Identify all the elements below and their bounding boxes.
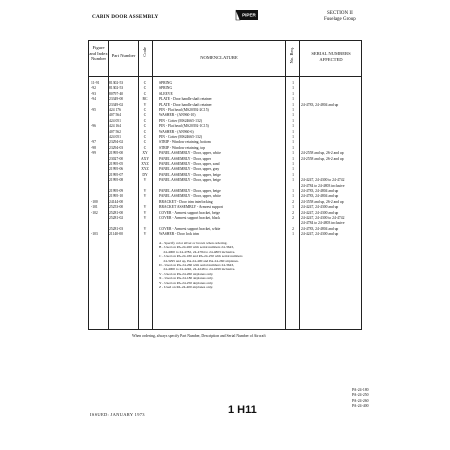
table-row: [89, 81, 361, 86]
note-line: 24-4000 to 24-4246, 24-4248 to 24-4299 inclusive.: [159, 267, 236, 272]
table-row: [89, 86, 361, 91]
model-item: PA-24-250: [352, 393, 369, 398]
cell-number-required: 1: [292, 97, 294, 102]
cell-nomenclature: PIN - Cotter (MS24665-132): [159, 135, 202, 139]
table-row: [89, 146, 361, 151]
cell-serial-numbers: 24-2558 and up, 26-2 and up: [301, 156, 344, 161]
cell-figure-index: -95: [91, 108, 96, 112]
cell-serial-numbers: 24-4247, 24-4300 to 24-4742: [301, 216, 345, 220]
table-row: [89, 216, 361, 221]
cell-nomenclature: PANEL ASSEMBLY - Door, upper, sand: [159, 162, 220, 166]
table-row: [89, 194, 361, 199]
group-label: Fuselage Group: [324, 17, 356, 22]
note-line: B - Used on PA-24-260 with serial numbers 24-3643,: [159, 245, 234, 250]
cell-serial-numbers: 24-4783, 24-4804 and up: [301, 194, 339, 199]
section-label: SECTION II: [327, 11, 353, 16]
model-item: PA-24-180: [352, 388, 369, 392]
cell-nomenclature: PANEL ASSEMBLY - Door, upper, beige: [159, 178, 221, 183]
table-row: [89, 189, 361, 194]
code-notes: [159, 241, 242, 289]
table-row: [89, 108, 361, 113]
cell-number-required: 1: [292, 145, 294, 150]
cell-serial-numbers: 24-2558 and up, 26-2 and up: [301, 151, 344, 156]
note-line: V - Used on PA-24-260 airplanes only.: [159, 271, 214, 276]
table-row: [89, 92, 361, 97]
cell-nomenclature: SPRING: [159, 81, 173, 85]
cell-part-number: 80797-40: [109, 91, 124, 96]
cell-part-number: 21995-07: [109, 172, 124, 177]
cell-number-required: 1: [292, 124, 294, 129]
cell-nomenclature: PANEL ASSEMBLY - Door, upper, white: [159, 151, 221, 156]
cell-code: C: [143, 145, 147, 150]
note-line: Y - Used on PA-24-250 airplanes only.: [159, 280, 214, 285]
cell-part-number: 25281-02: [109, 216, 124, 220]
cell-part-number: 407 564: [109, 113, 121, 118]
cell-figure-index: -98: [91, 145, 96, 150]
cell-part-number: 24144-00: [109, 199, 124, 204]
col-header-part-number: Part Number: [111, 53, 136, 58]
cell-part-number: 23349-02: [109, 102, 124, 107]
cell-code: C: [143, 129, 147, 134]
cell-nomenclature: PLATE - Door handle shaft retainer: [159, 102, 212, 107]
cell-code: V: [143, 216, 147, 220]
cell-number-required: 1: [292, 205, 294, 210]
cell-number-required: 1: [292, 102, 294, 107]
cell-code: DY: [142, 172, 148, 177]
cell-serial-numbers: 24-3558 and up, 26-2 and up: [301, 199, 344, 204]
model-item: PA-24-260: [352, 398, 369, 403]
col-header-nomenclature: NOMENCLATURE: [200, 55, 238, 60]
cell-figure-index: -100: [91, 199, 98, 204]
table-row: [89, 130, 361, 135]
col-header-code: Code: [142, 47, 147, 57]
cell-nomenclature: WASHER - (AN960-10): [159, 113, 196, 118]
table-row: [89, 157, 361, 162]
cell-number-required: 2: [292, 216, 294, 220]
table-row: [89, 184, 361, 189]
cell-number-required: 1: [292, 194, 294, 199]
cell-serial-numbers: 24-4247, 24-4300 to 24-4742: [301, 178, 345, 183]
cell-nomenclature: COVER - Armrest support bracket, beige: [159, 210, 221, 215]
cell-figure-index: -103: [91, 232, 98, 237]
note-line: C - Used on PA-24-180 and PA-24-250 with serial numbers: [159, 254, 243, 259]
cell-number-required: 1: [292, 178, 294, 183]
page-header-title: CABIN DOOR ASSEMBLY: [92, 14, 159, 20]
cell-figure-index: -102: [91, 210, 98, 215]
table-row: [89, 178, 361, 183]
table-row: [89, 151, 361, 156]
cell-code: V: [143, 205, 147, 210]
cell-number-required: 1: [292, 86, 294, 91]
cell-code: V: [143, 189, 147, 193]
cell-number-required: 1: [292, 118, 294, 123]
cell-part-number: 424 051: [109, 135, 121, 139]
cell-code: V: [143, 226, 147, 231]
cell-serial-numbers: 24-4784 to 24-4803 inclusive: [301, 183, 345, 188]
cell-part-number: 21995-08: [109, 178, 124, 183]
cell-code: C: [143, 108, 147, 112]
cell-code: V: [143, 102, 147, 107]
cell-nomenclature: SPRING: [159, 86, 173, 91]
cell-number-required: 1: [292, 135, 294, 139]
parts-table: [88, 40, 362, 330]
cell-nomenclature: STRIP - Window retaining, top: [159, 145, 206, 150]
cell-serial-numbers: 24-4783, 24-4804 and up: [301, 226, 339, 231]
cell-figure-index: -92: [91, 86, 96, 91]
table-row: [89, 103, 361, 108]
cell-nomenclature: PANEL ASSEMBLY - Door, upper, beige: [159, 172, 221, 177]
cell-nomenclature: BRACKET - Door trim interlocking: [159, 199, 213, 204]
col-header-figure: Figure and Index Number: [89, 45, 108, 62]
cell-nomenclature: WASHER - Door lock trim: [159, 232, 200, 237]
cell-part-number: 23294-02: [109, 140, 124, 145]
cell-code: C: [143, 113, 147, 118]
cell-code: C: [143, 91, 147, 96]
cell-number-required: 1: [292, 140, 294, 145]
logo-text: PIPER: [242, 12, 256, 18]
table-row: [89, 221, 361, 226]
cell-nomenclature: SLEEVE: [159, 91, 173, 96]
model-item: PA-24-400: [352, 404, 369, 409]
cell-part-number: 407 562: [109, 129, 121, 134]
cell-code: C: [143, 140, 147, 145]
cell-number-required: 1: [292, 108, 294, 112]
model-list: [352, 388, 369, 410]
cell-number-required: 1: [292, 232, 294, 237]
table-row: [89, 124, 361, 129]
cell-number-required: 2: [292, 226, 294, 231]
cell-part-number: 25281-03: [109, 226, 124, 231]
cell-figure-index: -97: [91, 140, 96, 145]
table-row: [89, 119, 361, 124]
cell-part-number: 21995-09: [109, 189, 124, 193]
cell-code: C: [143, 124, 147, 129]
section-header: [324, 11, 356, 23]
note-line: X - Used on PA-24-180 airplanes only.: [159, 276, 214, 281]
cell-serial-numbers: 24-4247, 24-4300 and up: [301, 232, 339, 237]
cell-number-required: 1: [292, 151, 294, 156]
col-header-number-required: No. Req.: [289, 47, 294, 64]
cell-part-number: 424 051: [109, 118, 121, 123]
cell-number-required: 1: [292, 189, 294, 193]
cell-code: C: [143, 86, 147, 91]
cell-part-number: 424 176: [109, 108, 121, 112]
cell-number-required: 1: [292, 172, 294, 177]
table-row: [89, 167, 361, 172]
cell-nomenclature: PIN - Cotter (MS24665-132): [159, 118, 202, 123]
cell-part-number: 21995-10: [109, 194, 124, 199]
table-row: [89, 173, 361, 178]
cell-code: XYZ: [141, 167, 149, 172]
cell-part-number: 81302-53: [109, 81, 124, 85]
cell-figure-index: 11-91: [91, 81, 100, 85]
cell-part-number: 21995-00: [109, 151, 124, 156]
table-row: [89, 227, 361, 232]
cell-code: C: [143, 135, 147, 139]
cell-code: XY: [142, 151, 148, 156]
cell-number-required: 1: [292, 81, 294, 85]
cell-number-required: 2: [292, 199, 294, 204]
table-row: [89, 232, 361, 237]
cell-code: V: [143, 178, 147, 183]
cell-number-required: 1: [292, 129, 294, 134]
cell-nomenclature: PIN - Flat head (MS20392-1C15): [159, 124, 209, 129]
cell-number-required: 2: [292, 210, 294, 215]
table-row: [89, 135, 361, 140]
cell-figure-index: -101: [91, 205, 98, 210]
cell-part-number: 424 164: [109, 124, 121, 129]
note-line: D - Used on PA-24-260 with serial numbers 24-3643,: [159, 263, 235, 268]
cell-nomenclature: PANEL ASSEMBLY - Door, upper: [159, 156, 212, 161]
table-row: [89, 97, 361, 102]
cell-number-required: 1: [292, 156, 294, 161]
cell-nomenclature: PANEL ASSEMBLY - Door, upper, beige: [159, 189, 221, 193]
table-row: [89, 205, 361, 210]
cell-serial-numbers: 24-4783, 24-4804 and up: [301, 102, 339, 107]
cell-part-number: 25281-00: [109, 210, 124, 215]
cell-part-number: 81302-53: [109, 86, 124, 91]
table-row: [89, 211, 361, 216]
table-row: [89, 113, 361, 118]
cell-code: V: [143, 232, 147, 237]
note-line: A - Specify color silver or brown when ordering.: [159, 241, 228, 245]
cell-code: BC: [142, 97, 148, 102]
cell-code: AXY: [141, 156, 149, 161]
note-line: 24-4000 to 24-4782, 24-4784 to 24-4803 inclusive.: [159, 249, 236, 254]
cell-nomenclature: COVER - Armrest support bracket, black: [159, 216, 221, 220]
cell-part-number: 21995-06: [109, 167, 124, 172]
cell-figure-index: -96: [91, 124, 96, 129]
cell-number-required: 1: [292, 162, 294, 166]
cell-figure-index: -94: [91, 97, 96, 102]
cell-code: V: [143, 210, 147, 215]
cell-nomenclature: BRACKET ASSEMBLY - Armrest support: [159, 205, 223, 210]
issued-date: ISSUED: JANUARY 1973: [90, 412, 145, 417]
cell-part-number: 25253-00: [109, 205, 124, 210]
table-row: [89, 140, 361, 145]
col-header-serial-numbers: SERIAL NUMBERS AFFECTED: [311, 51, 351, 62]
cell-figure-index: -99: [91, 151, 96, 156]
cell-nomenclature: STRIP - Window retaining, bottom: [159, 140, 211, 145]
cell-code: XYZ: [141, 162, 149, 166]
cell-serial-numbers: 24-4783, 24-4804 and up: [301, 189, 339, 193]
note-line: 24-3295 and up, PA-24-400 and PA-24-260 airplanes.: [159, 258, 239, 263]
cell-number-required: 1: [292, 167, 294, 172]
table-row: [89, 162, 361, 167]
page-number: 1 H11: [228, 404, 257, 416]
table-row: [89, 200, 361, 205]
cell-part-number: 21995-05: [109, 162, 124, 166]
cell-nomenclature: COVER - Armrest support bracket, white: [159, 226, 221, 231]
piper-logo: [234, 8, 260, 22]
cell-number-required: 1: [292, 91, 294, 96]
cell-code: V: [143, 194, 147, 199]
cell-nomenclature: PLATE - Door handle shaft retainer: [159, 97, 212, 102]
cell-serial-numbers: 24-4247, 24-4300 and up: [301, 210, 339, 215]
cell-serial-numbers: 24-4247, 24-4300 and up: [301, 205, 339, 210]
note-line: Z - Used on PA-24-400 airplanes only.: [159, 285, 213, 290]
cell-serial-numbers: 24-4784 to 24-4803 inclusive: [301, 221, 345, 226]
cell-code: C: [143, 81, 147, 85]
cell-nomenclature: PANEL ASSEMBLY - Door, upper, white: [159, 194, 221, 199]
cell-part-number: 21140-00: [109, 232, 123, 237]
ordering-note: When ordering, always specify Part Number, Description and Serial Number of Aircraft: [132, 334, 266, 338]
cell-number-required: 1: [292, 113, 294, 118]
cell-code: C: [143, 118, 147, 123]
cell-part-number: 23027-00: [109, 156, 124, 161]
cell-figure-index: -93: [91, 91, 96, 96]
cell-nomenclature: PIN - Flat head (MS20392-2C15): [159, 108, 209, 112]
cell-nomenclature: WASHER - (AN960-6): [159, 129, 194, 134]
cell-nomenclature: PANEL ASSEMBLY - Door, upper, gray: [159, 167, 220, 172]
cell-part-number: 23349-00: [109, 97, 124, 102]
cell-part-number: 23294-03: [109, 145, 124, 150]
